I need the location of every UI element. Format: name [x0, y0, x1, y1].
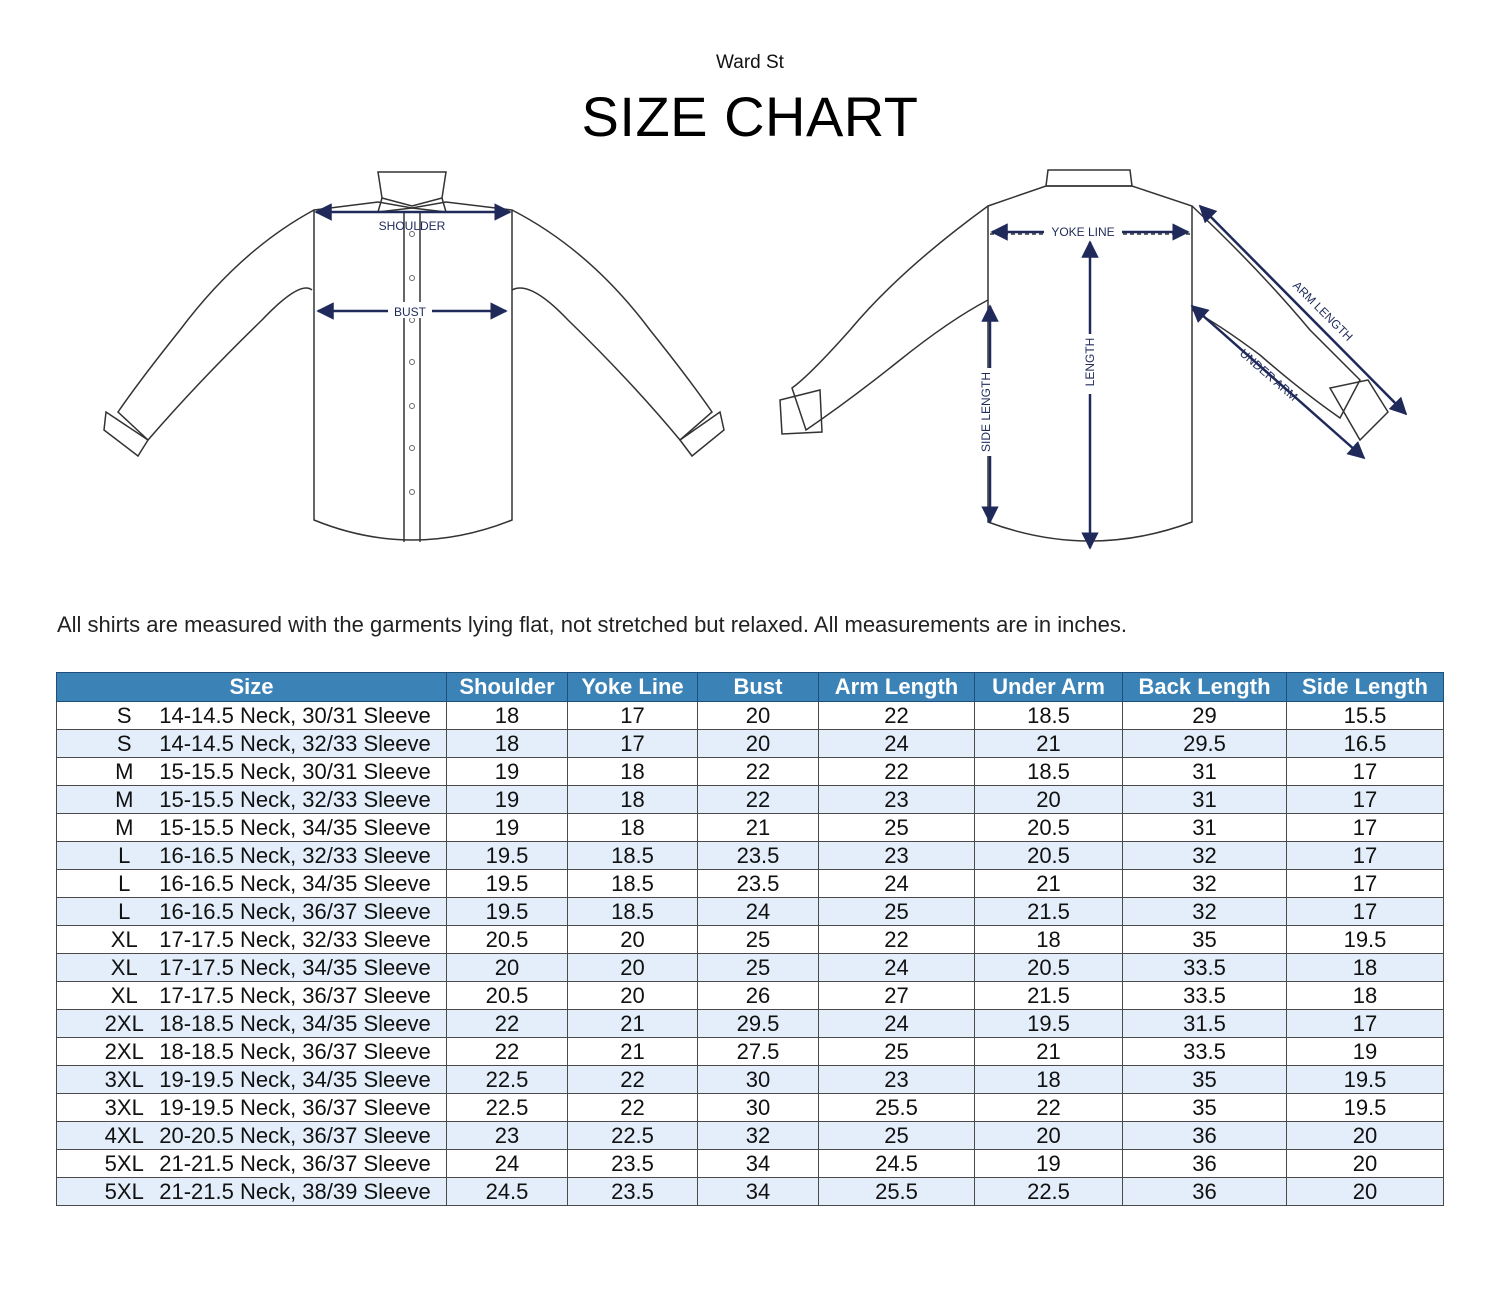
- size-description: 21-21.5 Neck, 36/37 Sleeve: [159, 1150, 431, 1176]
- table-row: [57, 898, 1444, 926]
- measurement-cell: 19.5: [447, 842, 568, 870]
- size-cell: [57, 870, 447, 898]
- size-code: 2XL: [104, 1010, 144, 1036]
- measurement-cell: 17: [568, 730, 698, 758]
- measurement-cell: 17: [1287, 1010, 1444, 1038]
- table-row: [57, 1094, 1444, 1122]
- measurement-cell: 20: [568, 954, 698, 982]
- measurement-cell: 23.5: [568, 1150, 698, 1178]
- size-cell: [57, 1178, 447, 1206]
- size-description: 17-17.5 Neck, 36/37 Sleeve: [159, 982, 431, 1008]
- table-row: [57, 1066, 1444, 1094]
- measurement-cell: 20: [1287, 1122, 1444, 1150]
- measurement-cell: 20.5: [447, 926, 568, 954]
- measurement-cell: 18.5: [568, 898, 698, 926]
- measurement-cell: 35: [1123, 1094, 1287, 1122]
- measurement-cell: 29: [1123, 702, 1287, 730]
- measurement-cell: 18.5: [568, 842, 698, 870]
- measurement-cell: 20.5: [975, 842, 1123, 870]
- size-code: S: [116, 730, 132, 756]
- column-header: Arm Length: [819, 673, 975, 702]
- table-row: [57, 786, 1444, 814]
- measurement-cell: 22: [447, 1010, 568, 1038]
- measurement-cell: 19.5: [975, 1010, 1123, 1038]
- measurement-cell: 25.5: [819, 1094, 975, 1122]
- measurement-cell: 21: [568, 1010, 698, 1038]
- measurement-cell: 30: [698, 1094, 819, 1122]
- measurement-cell: 23: [819, 786, 975, 814]
- measurement-cell: 18: [1287, 982, 1444, 1010]
- measurement-cell: 24: [447, 1150, 568, 1178]
- size-description: 18-18.5 Neck, 34/35 Sleeve: [159, 1010, 431, 1036]
- size-description: 17-17.5 Neck, 34/35 Sleeve: [159, 954, 431, 980]
- measurement-cell: 19: [447, 786, 568, 814]
- size-cell: [57, 814, 447, 842]
- size-cell: [57, 1038, 447, 1066]
- measurement-cell: 34: [698, 1178, 819, 1206]
- measurement-cell: 24: [819, 1010, 975, 1038]
- column-header: Bust: [698, 673, 819, 702]
- measurement-cell: 20: [1287, 1150, 1444, 1178]
- measurement-cell: 21: [975, 730, 1123, 758]
- size-code: XL: [110, 926, 138, 952]
- measurement-cell: 18: [447, 730, 568, 758]
- measurement-cell: 26: [698, 982, 819, 1010]
- measurement-cell: 22: [698, 758, 819, 786]
- size-cell: [57, 898, 447, 926]
- measurement-cell: 18: [975, 1066, 1123, 1094]
- measurement-cell: 19: [1287, 1038, 1444, 1066]
- measurement-cell: 21.5: [975, 982, 1123, 1010]
- size-description: 19-19.5 Neck, 36/37 Sleeve: [159, 1094, 431, 1120]
- shirt-measurement-diagram: [0, 150, 1500, 570]
- size-code: XL: [110, 982, 138, 1008]
- size-code: 5XL: [104, 1178, 144, 1204]
- measurement-cell: 20: [698, 730, 819, 758]
- measurement-cell: 19: [447, 814, 568, 842]
- table-row: [57, 842, 1444, 870]
- size-description: 20-20.5 Neck, 36/37 Sleeve: [159, 1122, 431, 1148]
- length-label: LENGTH: [1083, 337, 1097, 387]
- measurement-cell: 22: [819, 758, 975, 786]
- brand-name: Ward St: [716, 52, 784, 73]
- measurement-cell: 27.5: [698, 1038, 819, 1066]
- measurement-cell: 20: [975, 786, 1123, 814]
- measurement-cell: 20: [447, 954, 568, 982]
- measurement-cell: 25: [698, 954, 819, 982]
- measurement-cell: 25: [819, 814, 975, 842]
- column-header: Under Arm: [975, 673, 1123, 702]
- measurement-cell: 36: [1123, 1150, 1287, 1178]
- measurement-cell: 22.5: [447, 1066, 568, 1094]
- measurement-cell: 22: [568, 1094, 698, 1122]
- column-header: Shoulder: [447, 673, 568, 702]
- arm-length-arrow: [1200, 206, 1406, 414]
- measurement-cell: 21: [568, 1038, 698, 1066]
- measurement-cell: 21.5: [975, 898, 1123, 926]
- measurement-cell: 17: [1287, 870, 1444, 898]
- table-row: [57, 1010, 1444, 1038]
- measurement-cell: 15.5: [1287, 702, 1444, 730]
- measurement-cell: 32: [1123, 898, 1287, 926]
- measurement-cell: 23.5: [698, 870, 819, 898]
- measurement-cell: 22: [698, 786, 819, 814]
- size-code: L: [118, 898, 131, 924]
- size-code: XL: [110, 954, 138, 980]
- measurement-cell: 24: [819, 730, 975, 758]
- size-cell: [57, 1094, 447, 1122]
- table-row: [57, 954, 1444, 982]
- measurement-cell: 20.5: [447, 982, 568, 1010]
- size-code: 5XL: [104, 1150, 144, 1176]
- size-cell: [57, 730, 447, 758]
- measurement-cell: 29.5: [1123, 730, 1287, 758]
- size-description: 17-17.5 Neck, 32/33 Sleeve: [159, 926, 431, 952]
- measurement-cell: 19.5: [447, 898, 568, 926]
- size-description: 18-18.5 Neck, 36/37 Sleeve: [159, 1038, 431, 1064]
- size-code: L: [118, 842, 131, 868]
- measurement-cell: 18: [447, 702, 568, 730]
- measurement-cell: 35: [1123, 926, 1287, 954]
- measurement-cell: 20.5: [975, 954, 1123, 982]
- measurement-cell: 36: [1123, 1122, 1287, 1150]
- measurement-cell: 18: [568, 786, 698, 814]
- measurement-cell: 21: [975, 1038, 1123, 1066]
- table-row: [57, 758, 1444, 786]
- table-row: [57, 926, 1444, 954]
- measurement-cell: 24: [819, 870, 975, 898]
- measurement-cell: 21: [698, 814, 819, 842]
- measurement-cell: 22.5: [975, 1178, 1123, 1206]
- measurement-cell: 22: [975, 1094, 1123, 1122]
- measurement-cell: 18: [568, 814, 698, 842]
- size-cell: [57, 1122, 447, 1150]
- measurement-cell: 35: [1123, 1066, 1287, 1094]
- measurement-cell: 17: [1287, 786, 1444, 814]
- measurement-cell: 19.5: [1287, 1066, 1444, 1094]
- size-description: 15-15.5 Neck, 32/33 Sleeve: [159, 786, 431, 812]
- table-row: [57, 982, 1444, 1010]
- measurement-cell: 19.5: [447, 870, 568, 898]
- measurement-cell: 25: [698, 926, 819, 954]
- measurement-cell: 18: [568, 758, 698, 786]
- measurement-cell: 32: [698, 1122, 819, 1150]
- measurement-cell: 31.5: [1123, 1010, 1287, 1038]
- measurement-cell: 33.5: [1123, 982, 1287, 1010]
- size-description: 15-15.5 Neck, 30/31 Sleeve: [159, 758, 431, 784]
- page-title: SIZE CHART: [581, 85, 919, 148]
- measurement-cell: 22: [447, 1038, 568, 1066]
- measurement-cell: 19: [975, 1150, 1123, 1178]
- measurement-cell: 24: [819, 954, 975, 982]
- measurement-cell: 20.5: [975, 814, 1123, 842]
- size-cell: [57, 758, 447, 786]
- measurement-cell: 31: [1123, 786, 1287, 814]
- size-code: S: [116, 702, 132, 728]
- measurement-cell: 30: [698, 1066, 819, 1094]
- table-row: [57, 814, 1444, 842]
- measurement-cell: 17: [1287, 842, 1444, 870]
- size-description: 14-14.5 Neck, 30/31 Sleeve: [159, 702, 431, 728]
- measurement-cell: 29.5: [698, 1010, 819, 1038]
- measurement-cell: 19.5: [1287, 926, 1444, 954]
- measurement-cell: 25: [819, 1122, 975, 1150]
- table-row: [57, 870, 1444, 898]
- measurement-cell: 23: [819, 842, 975, 870]
- measurement-cell: 24.5: [819, 1150, 975, 1178]
- size-table: [56, 672, 1444, 1206]
- front-buttons: [410, 232, 415, 495]
- measurement-cell: 20: [568, 926, 698, 954]
- table-row: [57, 730, 1444, 758]
- table-row: [57, 1122, 1444, 1150]
- measurement-cell: 17: [1287, 758, 1444, 786]
- measurement-cell: 18.5: [975, 702, 1123, 730]
- size-cell: [57, 926, 447, 954]
- measurement-cell: 17: [1287, 898, 1444, 926]
- measurement-cell: 31: [1123, 758, 1287, 786]
- measurement-cell: 24: [698, 898, 819, 926]
- size-cell: [57, 786, 447, 814]
- measurement-cell: 20: [698, 702, 819, 730]
- measurement-cell: 19.5: [1287, 1094, 1444, 1122]
- size-cell: [57, 842, 447, 870]
- size-description: 15-15.5 Neck, 34/35 Sleeve: [159, 814, 431, 840]
- size-cell: [57, 1150, 447, 1178]
- column-header: Back Length: [1123, 673, 1287, 702]
- size-description: 16-16.5 Neck, 34/35 Sleeve: [159, 870, 431, 896]
- measurement-cell: 22.5: [447, 1094, 568, 1122]
- size-code: 4XL: [104, 1122, 144, 1148]
- shoulder-label: SHOULDER: [378, 219, 446, 233]
- measurement-cell: 20: [975, 1122, 1123, 1150]
- measurement-cell: 33.5: [1123, 1038, 1287, 1066]
- table-row: [57, 1150, 1444, 1178]
- column-header: Yoke Line: [568, 673, 698, 702]
- measurement-cell: 18.5: [568, 870, 698, 898]
- measurement-cell: 23.5: [698, 842, 819, 870]
- measurement-cell: 22: [568, 1066, 698, 1094]
- side-length-label: SIDE LENGTH: [979, 371, 993, 453]
- measurement-cell: 18.5: [975, 758, 1123, 786]
- size-cell: [57, 1066, 447, 1094]
- measurement-cell: 34: [698, 1150, 819, 1178]
- table-header-row: [57, 673, 1444, 702]
- size-description: 16-16.5 Neck, 32/33 Sleeve: [159, 842, 431, 868]
- measurement-note: All shirts are measured with the garments lying flat, not stretched but relaxed. All measurements are in inches.: [57, 612, 1127, 637]
- measurement-cell: 20: [568, 982, 698, 1010]
- measurement-cell: 18: [975, 926, 1123, 954]
- measurement-cell: 22: [819, 702, 975, 730]
- column-header: Side Length: [1287, 673, 1444, 702]
- measurement-cell: 19: [447, 758, 568, 786]
- measurement-cell: 27: [819, 982, 975, 1010]
- bust-label: BUST: [393, 305, 427, 319]
- table-row: [57, 1178, 1444, 1206]
- measurement-cell: 22: [819, 926, 975, 954]
- measurement-cell: 31: [1123, 814, 1287, 842]
- measurement-cell: 23: [819, 1066, 975, 1094]
- measurement-cell: 17: [568, 702, 698, 730]
- measurement-cell: 33.5: [1123, 954, 1287, 982]
- size-description: 19-19.5 Neck, 34/35 Sleeve: [159, 1066, 431, 1092]
- measurement-cell: 24.5: [447, 1178, 568, 1206]
- measurement-cell: 17: [1287, 814, 1444, 842]
- measurement-cell: 22.5: [568, 1122, 698, 1150]
- measurement-cell: 32: [1123, 870, 1287, 898]
- size-table-body: [57, 702, 1444, 1206]
- table-row: [57, 1038, 1444, 1066]
- size-cell: [57, 702, 447, 730]
- column-header: Size: [57, 673, 447, 702]
- size-code: M: [115, 758, 134, 784]
- measurement-cell: 16.5: [1287, 730, 1444, 758]
- size-code: M: [115, 814, 134, 840]
- arm-length-label: ARM LENGTH: [1290, 278, 1356, 344]
- measurement-cell: 18: [1287, 954, 1444, 982]
- size-code: 2XL: [104, 1038, 144, 1064]
- yoke-line-label: YOKE LINE: [1051, 225, 1115, 239]
- measurement-cell: 23: [447, 1122, 568, 1150]
- size-code: L: [118, 870, 131, 896]
- measurement-cell: 32: [1123, 842, 1287, 870]
- size-cell: [57, 1010, 447, 1038]
- measurement-cell: 25: [819, 898, 975, 926]
- measurement-cell: 20: [1287, 1178, 1444, 1206]
- size-cell: [57, 954, 447, 982]
- size-cell: [57, 982, 447, 1010]
- size-description: 14-14.5 Neck, 32/33 Sleeve: [159, 730, 431, 756]
- measurement-cell: 25.5: [819, 1178, 975, 1206]
- table-row: [57, 702, 1444, 730]
- measurement-cell: 36: [1123, 1178, 1287, 1206]
- under-arm-label: UNDER ARM: [1236, 346, 1301, 404]
- size-code: M: [115, 786, 134, 812]
- measurement-cell: 25: [819, 1038, 975, 1066]
- size-code: 3XL: [104, 1094, 144, 1120]
- size-description: 21-21.5 Neck, 38/39 Sleeve: [159, 1178, 431, 1204]
- size-description: 16-16.5 Neck, 36/37 Sleeve: [159, 898, 431, 924]
- size-code: 3XL: [104, 1066, 144, 1092]
- measurement-cell: 23.5: [568, 1178, 698, 1206]
- measurement-cell: 21: [975, 870, 1123, 898]
